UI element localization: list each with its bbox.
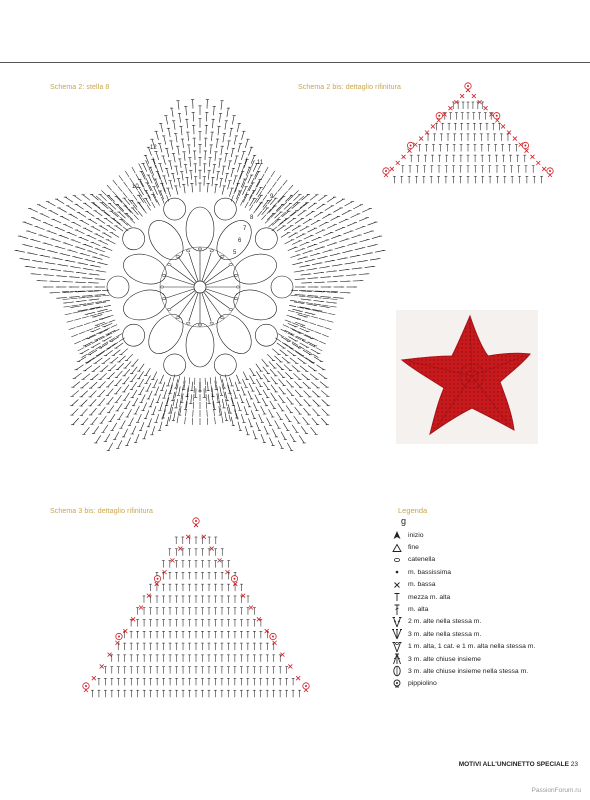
picot-mark — [305, 685, 307, 687]
legend-item: pippiolino — [386, 678, 586, 690]
legend-item: 3 m. alte nella stessa m. — [386, 628, 586, 640]
picot-mark — [234, 578, 236, 580]
half-double-crochet-icon — [386, 592, 408, 602]
border-x-mark — [139, 606, 143, 610]
picot-mark — [272, 636, 274, 638]
legend-item: 3 m. alte chiuse insieme nella stessa m. — [386, 665, 586, 677]
single-crochet-x-icon — [386, 580, 408, 590]
page-footer — [459, 761, 578, 768]
caption-schema-3-bis: Schema 3 bis: dettaglio rifinitura — [50, 508, 154, 515]
caption-schema-2: Schema 2: stella 8 — [50, 84, 110, 91]
three-dc-same-stitch-icon — [386, 628, 408, 640]
round-number: 12 — [150, 145, 157, 151]
legend-item: inizio — [386, 529, 586, 541]
chain-oval-icon — [386, 555, 408, 565]
legend-title: Legenda — [398, 506, 428, 515]
round-number: 10 — [132, 184, 139, 190]
border-x-mark — [100, 664, 104, 668]
crochet-star-photo — [396, 310, 538, 444]
three-dc-cluster-icon — [386, 653, 408, 665]
legend-item: 1 m. alta, 1 cat. e 1 m. alta nella stessa m. — [386, 641, 586, 653]
caption-schema-2-bis: Schema 2 bis: dettaglio rifinitura — [298, 84, 402, 91]
legend-item: fine — [386, 541, 586, 553]
round-number: 11 — [257, 160, 264, 166]
border-x-mark — [249, 606, 253, 610]
legend-item: 2 m. alte nella stessa m. — [386, 616, 586, 628]
legend-item: catenella — [386, 554, 586, 566]
round-number: 6 — [238, 238, 242, 244]
watermark: PassionForum.ru — [531, 787, 581, 794]
three-dc-cluster-same-icon — [386, 665, 408, 677]
end-triangle-icon — [386, 543, 408, 553]
legend-subtitle: g — [401, 516, 407, 526]
legend-list — [386, 529, 586, 690]
picot-mark — [195, 520, 197, 522]
v-stitch-chain-icon — [386, 641, 408, 653]
page-number: 23 — [570, 761, 578, 768]
legend-item: m. bassissima — [386, 566, 586, 578]
double-crochet-icon — [386, 604, 408, 616]
round-number: 8 — [250, 215, 254, 221]
border-x-mark — [288, 664, 292, 668]
picot-mark — [118, 636, 120, 638]
border-x-mark — [92, 676, 96, 680]
round-number: 9 — [270, 194, 274, 200]
picot-icon — [386, 678, 408, 690]
legend-item: m. bassa — [386, 579, 586, 591]
border-x-mark — [296, 676, 300, 680]
slip-stitch-dot-icon — [386, 567, 408, 577]
picot-mark — [157, 578, 159, 580]
legend-item: m. alta — [386, 603, 586, 615]
picot-mark — [85, 685, 87, 687]
round-number: 7 — [243, 226, 247, 232]
legend-item: mezza m. alta — [386, 591, 586, 603]
legend-item: 3 m. alte chiuse insieme — [386, 653, 586, 665]
two-dc-same-stitch-icon — [386, 616, 408, 628]
magazine-title: MOTIVI ALL'UNCINETTO SPECIALE — [458, 761, 569, 768]
start-arrow-icon — [386, 530, 408, 540]
round-number: 5 — [233, 250, 237, 256]
